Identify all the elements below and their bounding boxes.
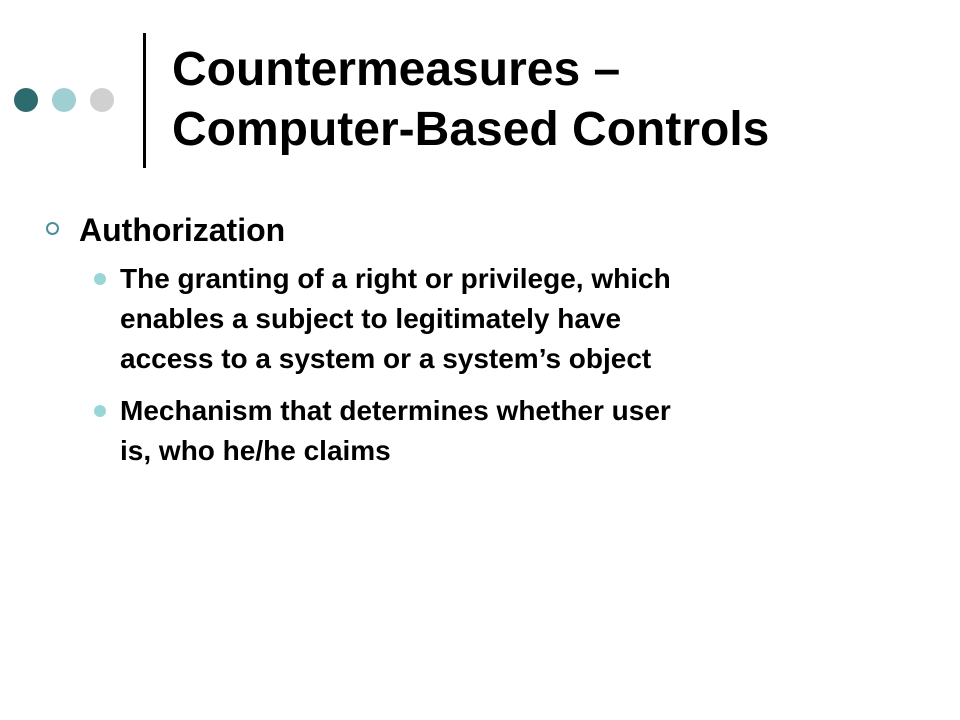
- title-divider: [143, 33, 146, 168]
- bullet-text-line: access to a system or a system’s object: [120, 343, 652, 374]
- slide-title-line-2: Computer-Based Controls: [172, 103, 770, 156]
- bullet-item: [46, 391, 926, 471]
- bullet-text-line: is, who he/he claims: [120, 435, 391, 466]
- slide-body: [46, 205, 926, 483]
- dot-dark-teal: [14, 88, 38, 112]
- bullet-text-line: enables a subject to legitimately have: [120, 303, 622, 334]
- decorative-dots: [14, 88, 114, 112]
- dot-light-teal: [52, 88, 76, 112]
- bullet-text-line: Mechanism that determines whether user: [120, 395, 671, 426]
- bullet-text: [120, 391, 926, 471]
- bullet-dot-icon: [94, 405, 106, 417]
- bullet-list: [46, 259, 926, 471]
- bullet-item: [46, 259, 926, 379]
- slide-title: [172, 40, 932, 160]
- section-heading-item: [46, 205, 926, 255]
- ring-bullet-icon: [46, 222, 59, 235]
- section-heading: Authorization: [79, 212, 286, 248]
- dot-gray: [90, 88, 114, 112]
- bullet-dot-icon: [94, 273, 106, 285]
- slide-title-line-1: Countermeasures –: [172, 43, 621, 96]
- bullet-text-line: The granting of a right or privilege, which: [120, 263, 671, 294]
- bullet-text: [120, 259, 926, 379]
